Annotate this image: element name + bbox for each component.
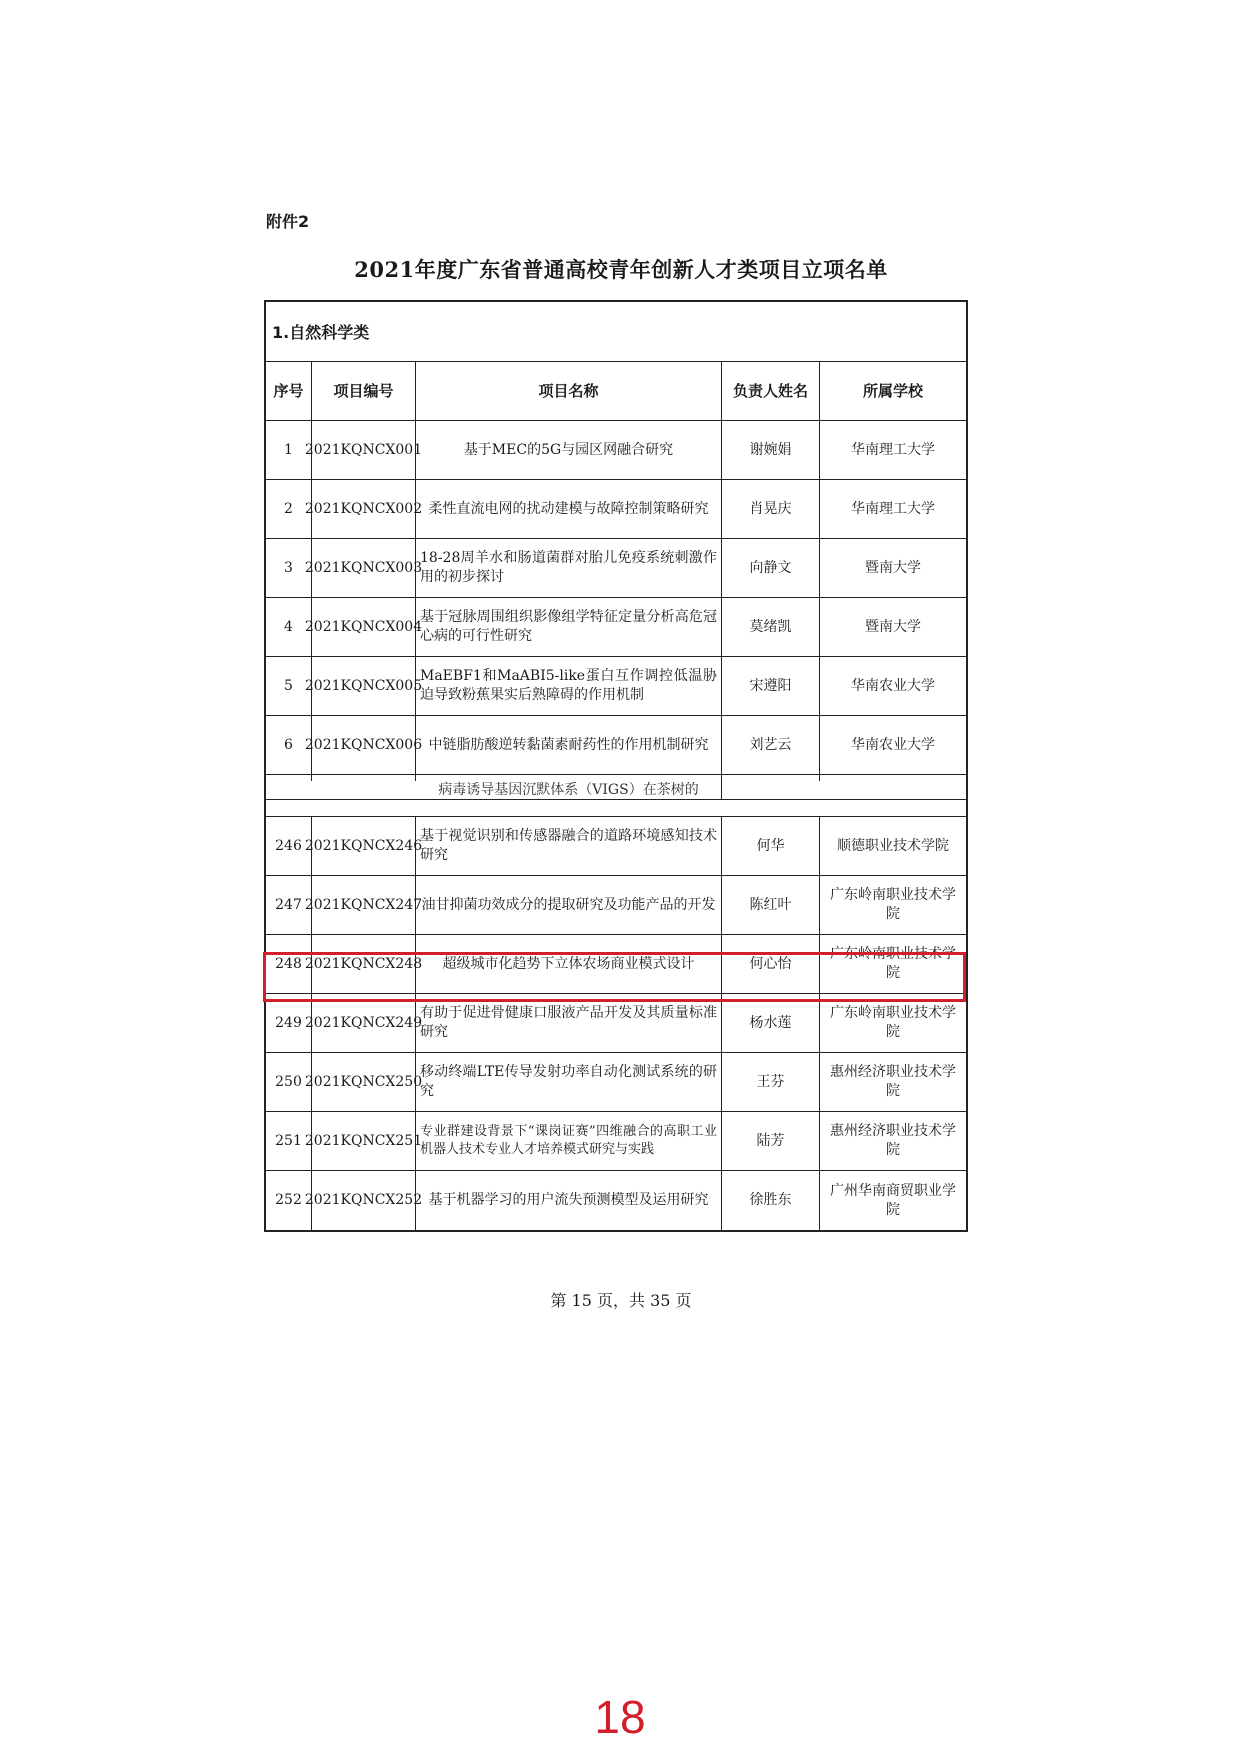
cell-no: 2	[266, 480, 312, 538]
cell-school: 惠州经济职业技术学院	[830, 1064, 956, 1099]
cell-code: 2021KQNCX248	[312, 935, 416, 993]
cell-name: 基于视觉识别和传感器融合的道路环境感知技术研究	[416, 817, 722, 875]
cell-no: 5	[266, 657, 312, 715]
cell-code: 2021KQNCX250	[312, 1053, 416, 1111]
cell-name: 基于机器学习的用户流失预测模型及运用研究	[416, 1171, 722, 1230]
table-row	[266, 716, 966, 775]
table-row-cut	[266, 775, 966, 800]
table-row-highlighted	[266, 935, 966, 994]
cell-no: 251	[266, 1112, 312, 1170]
document-title: 2021年度广东省普通高校青年创新人才类项目立项名单	[354, 257, 888, 282]
cell-code: 2021KQNCX249	[312, 994, 416, 1052]
splice-gap	[266, 800, 966, 817]
cell-school: 广东岭南职业技术学院	[830, 887, 956, 922]
cell-school	[820, 775, 966, 781]
col-header-code: 项目编号	[312, 362, 416, 420]
cell-code: 2021KQNCX006	[312, 716, 416, 774]
table-row	[266, 817, 966, 876]
cell-school: 惠州经济职业技术学院	[830, 1123, 956, 1158]
cell-leader: 陆芳	[722, 1112, 820, 1170]
cell-name: 油甘抑菌功效成分的提取研究及功能产品的开发	[416, 876, 722, 934]
cell-school: 华南农业大学	[851, 677, 935, 694]
table-row	[266, 994, 966, 1053]
cell-code: 2021KQNCX252	[312, 1171, 416, 1230]
table-row	[266, 421, 966, 480]
cell-leader: 王芬	[722, 1053, 820, 1111]
cell-school: 暨南大学	[865, 618, 921, 635]
cell-leader: 肖晃庆	[722, 480, 820, 538]
table-row	[266, 1053, 966, 1112]
cell-name: 中链脂肪酸逆转黏菌素耐药性的作用机制研究	[416, 716, 722, 774]
cell-name: 柔性直流电网的扰动建模与故障控制策略研究	[416, 480, 722, 538]
cell-leader: 谢婉娟	[722, 421, 820, 479]
cell-no: 247	[266, 876, 312, 934]
cell-name: MaEBF1和MaABI5-like蛋白互作调控低温胁迫导致粉蕉果实后熟障碍的作用机制	[416, 657, 722, 715]
attachment-label: 附件2	[266, 212, 310, 231]
col-header-leader: 负责人姓名	[722, 362, 820, 420]
table-row	[266, 876, 966, 935]
cell-school: 广州华南商贸职业学院	[830, 1182, 956, 1218]
cell-no: 249	[266, 994, 312, 1052]
cell-name: 基于MEC的5G与园区网融合研究	[416, 421, 722, 479]
project-table	[264, 300, 968, 1232]
table-row	[266, 598, 966, 657]
cell-code: 2021KQNCX005	[312, 657, 416, 715]
cell-code: 2021KQNCX246	[312, 817, 416, 875]
table-header-row	[266, 362, 966, 421]
cell-school: 华南理工大学	[851, 441, 935, 458]
cell-leader: 宋遵阳	[722, 657, 820, 715]
cell-no: 4	[266, 598, 312, 656]
table-row	[266, 480, 966, 539]
cell-no: 250	[266, 1053, 312, 1111]
table-row	[266, 539, 966, 598]
cell-code: 2021KQNCX002	[312, 480, 416, 538]
cell-name: 有助于促进骨健康口服液产品开发及其质量标准研究	[416, 994, 722, 1052]
cell-school: 华南农业大学	[851, 736, 935, 753]
cell-school: 暨南大学	[865, 559, 921, 576]
table-row	[266, 657, 966, 716]
cell-leader: 何心怡	[722, 935, 820, 993]
cell-name: 基于冠脉周围组织影像组学特征定量分析高危冠心病的可行性研究	[416, 598, 722, 656]
cell-code	[312, 775, 416, 781]
cell-code: 2021KQNCX247	[312, 876, 416, 934]
cell-no: 6	[266, 716, 312, 774]
col-header-no: 序号	[266, 362, 312, 420]
cell-code: 2021KQNCX004	[312, 598, 416, 656]
col-header-school: 所属学校	[862, 381, 923, 400]
cell-no: 252	[266, 1171, 312, 1230]
cell-no: 3	[266, 539, 312, 597]
cell-name: 专业群建设背景下“课岗证赛”四维融合的高职工业机器人技术专业人才培养模式研究与实践	[416, 1112, 722, 1170]
cell-leader: 徐胜东	[722, 1171, 820, 1230]
cell-leader	[722, 775, 820, 781]
section-title: 1.自然科学类	[266, 302, 966, 362]
cell-no: 246	[266, 817, 312, 875]
cell-leader: 何华	[722, 817, 820, 875]
cell-leader: 陈红叶	[722, 876, 820, 934]
cell-leader: 刘艺云	[722, 716, 820, 774]
cell-code: 2021KQNCX003	[312, 539, 416, 597]
cell-leader: 莫绪凯	[722, 598, 820, 656]
table-row	[266, 1112, 966, 1171]
page-number: 18	[594, 1691, 646, 1743]
cell-leader: 向静文	[722, 539, 820, 597]
cell-school: 广东岭南职业技术学院	[830, 1005, 956, 1040]
cell-leader: 杨水莲	[722, 994, 820, 1052]
table-row	[266, 1171, 966, 1230]
cell-no: 1	[266, 421, 312, 479]
cell-code: 2021KQNCX001	[312, 421, 416, 479]
cell-school: 华南理工大学	[851, 500, 935, 517]
cell-no: 248	[266, 935, 312, 993]
pager-text: 第 15 页，共 35 页	[550, 1291, 692, 1310]
cell-no	[266, 775, 312, 781]
cell-name: 移动终端LTE传导发射功率自动化测试系统的研究	[416, 1053, 722, 1111]
cell-code: 2021KQNCX251	[312, 1112, 416, 1170]
cell-school: 广东岭南职业技术学院	[830, 946, 956, 981]
col-header-name: 项目名称	[416, 362, 722, 420]
cell-name: 18-28周羊水和肠道菌群对胎儿免疫系统刺激作用的初步探讨	[416, 539, 722, 597]
cell-name: 超级城市化趋势下立体农场商业模式设计	[416, 935, 722, 993]
cell-name: 病毒诱导基因沉默体系（VIGS）在茶树的	[416, 775, 722, 800]
cell-school: 顺德职业技术学院	[837, 837, 949, 854]
